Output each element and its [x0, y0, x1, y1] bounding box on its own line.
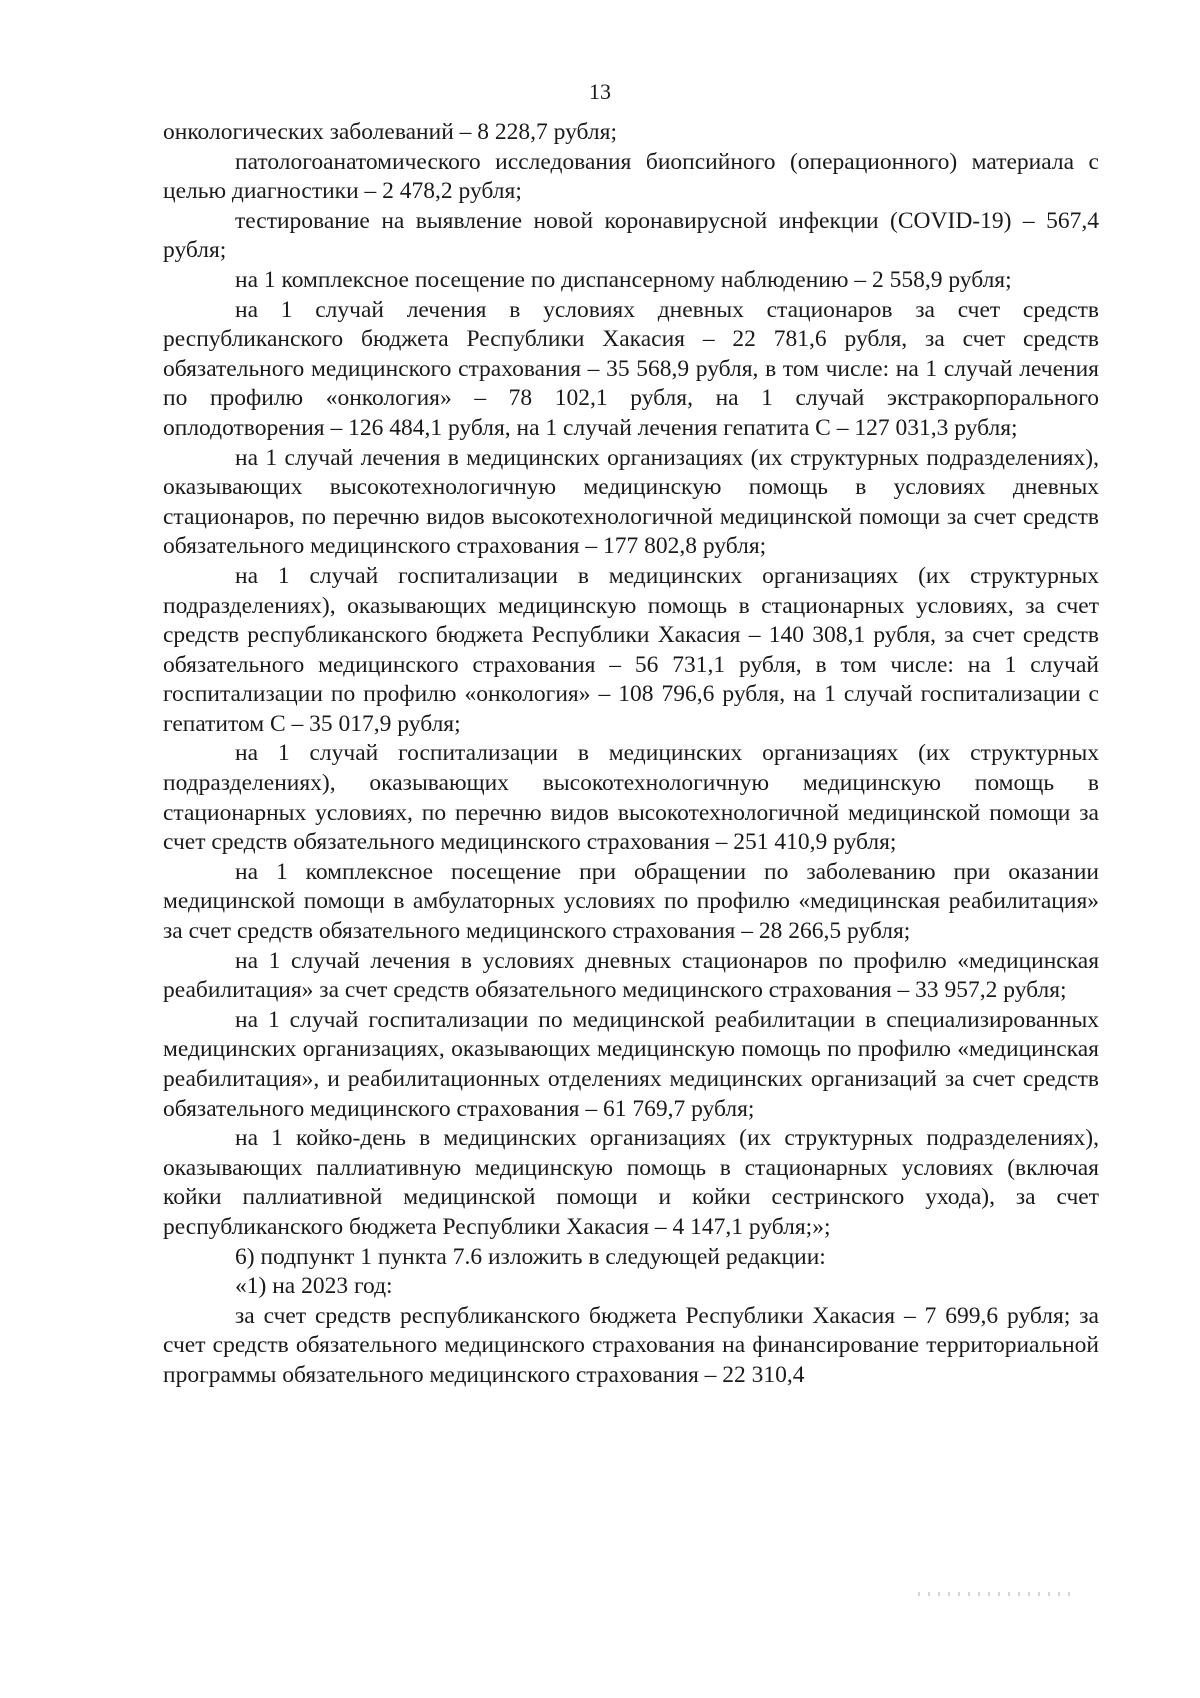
paragraph-subclause-amendment: 6) подпункт 1 пункта 7.6 изложить в следующей редакции:: [235, 1243, 826, 1270]
paragraph-pathology-biopsy: патологоанатомического исследования биопсийного (операционного) материала с целью диагностики – 2 478,2 рубля;: [163, 148, 1099, 205]
paragraph-dispensary-visit: на 1 комплексное посещение по диспансерному наблюдению – 2 558,9 рубля;: [235, 266, 1012, 293]
paragraph-oncology-diseases: онкологических заболеваний – 8 228,7 рубля;: [163, 119, 617, 145]
paragraph-high-tech-hospitalization: на 1 случай госпитализации в медицинских организациях (их структурных подразделениях), оказывающих высокотехнологичную медицинскую помощь в стационарных условиях, по перечню видов высокотехнологичной медицинской помощи за счет средств обязательного медицинского страхования – 251 410,9 рубля;: [163, 740, 1099, 856]
page-number: 13: [589, 79, 611, 104]
paragraph-budget-funding: за счет средств республиканского бюджета Республики Хакасия – 7 699,6 рубля; за счет средств обязательного медицинского страхования на финансирование территориальной программы обязательного медицинского страхования – 22 310,4: [163, 1302, 1099, 1388]
paragraph-day-hospital-treatment: на 1 случай лечения в условиях дневных стационаров за счет средств республиканского бюджета Республики Хакасия – 22 781,6 рубля, за счет средств обязательного медицинского страхования – 35 568,9 рубля, в том числе: на 1 случай лечения по профилю «онкология» – 78 102,1 рубля, на 1 случай экстракорпорального оплодотворения – 126 484,1 рубля, на 1 случай лечения гепатита С – 127 031,3 рубля;: [163, 296, 1099, 441]
paragraph-rehab-outpatient-visit: на 1 комплексное посещение при обращении по заболеванию при оказании медицинской помощи в амбулаторных условиях по профилю «медицинская реабилитация» за счет средств обязательного медицинского страхования – 28 266,5 рубля;: [163, 858, 1099, 945]
paragraph-hospitalization: на 1 случай госпитализации в медицинских организациях (их структурных подразделениях), оказывающих медицинскую помощь в стационарных условиях, за счет средств республиканского бюджета Республики Хакасия – 140 308,1 рубля, за счет средств обязательного медицинского страхования – 56 731,1 рубля, в том числе: на 1 случай госпитализации по профилю «онкология» – 108 796,6 рубля, на 1 случай госпитализации с гепатитом С – 35 017,9 рубля;: [163, 562, 1099, 737]
paragraph-high-tech-day-hospital: на 1 случай лечения в медицинских организациях (их структурных подразделениях), оказывающих высокотехнологичную медицинскую помощь в условиях дневных стационаров, по перечню видов высокотехнологичной медицинской помощи за счет средств обязательного медицинского страхования – 177 802,8 рубля;: [163, 444, 1099, 560]
paragraph-rehab-hospitalization: на 1 случай госпитализации по медицинской реабилитации в специализированных медицинских организациях, оказывающих медицинскую помощь по профилю «медицинская реабилитация», и реабилитационных отделениях медицинских организаций за счет средств обязательного медицинского страхования – 61 769,7 рубля;: [163, 1006, 1099, 1122]
paragraph-palliative-bed-day: на 1 койко-день в медицинских организациях (их структурных подразделениях), оказывающих паллиативную медицинскую помощь в стационарных условиях (включая койки паллиативной медицинской помощи и койки сестринского ухода), за счет республиканского бюджета Республики Хакасия – 4 147,1 рубля;»;: [163, 1125, 1099, 1240]
paragraph-rehab-day-hospital: на 1 случай лечения в условиях дневных стационаров по профилю «медицинская реабилитация» за счет средств обязательного медицинского страхования – 33 957,2 рубля;: [163, 947, 1099, 1004]
scan-artifact-dots: [918, 1592, 1078, 1596]
paragraph-year-2023: «1) на 2023 год:: [235, 1273, 393, 1300]
paragraph-covid-testing: тестирование на выявление новой коронавирусной инфекции (COVID-19) – 567,4 рубля;: [163, 207, 1099, 264]
document-body: [163, 118, 1099, 1391]
